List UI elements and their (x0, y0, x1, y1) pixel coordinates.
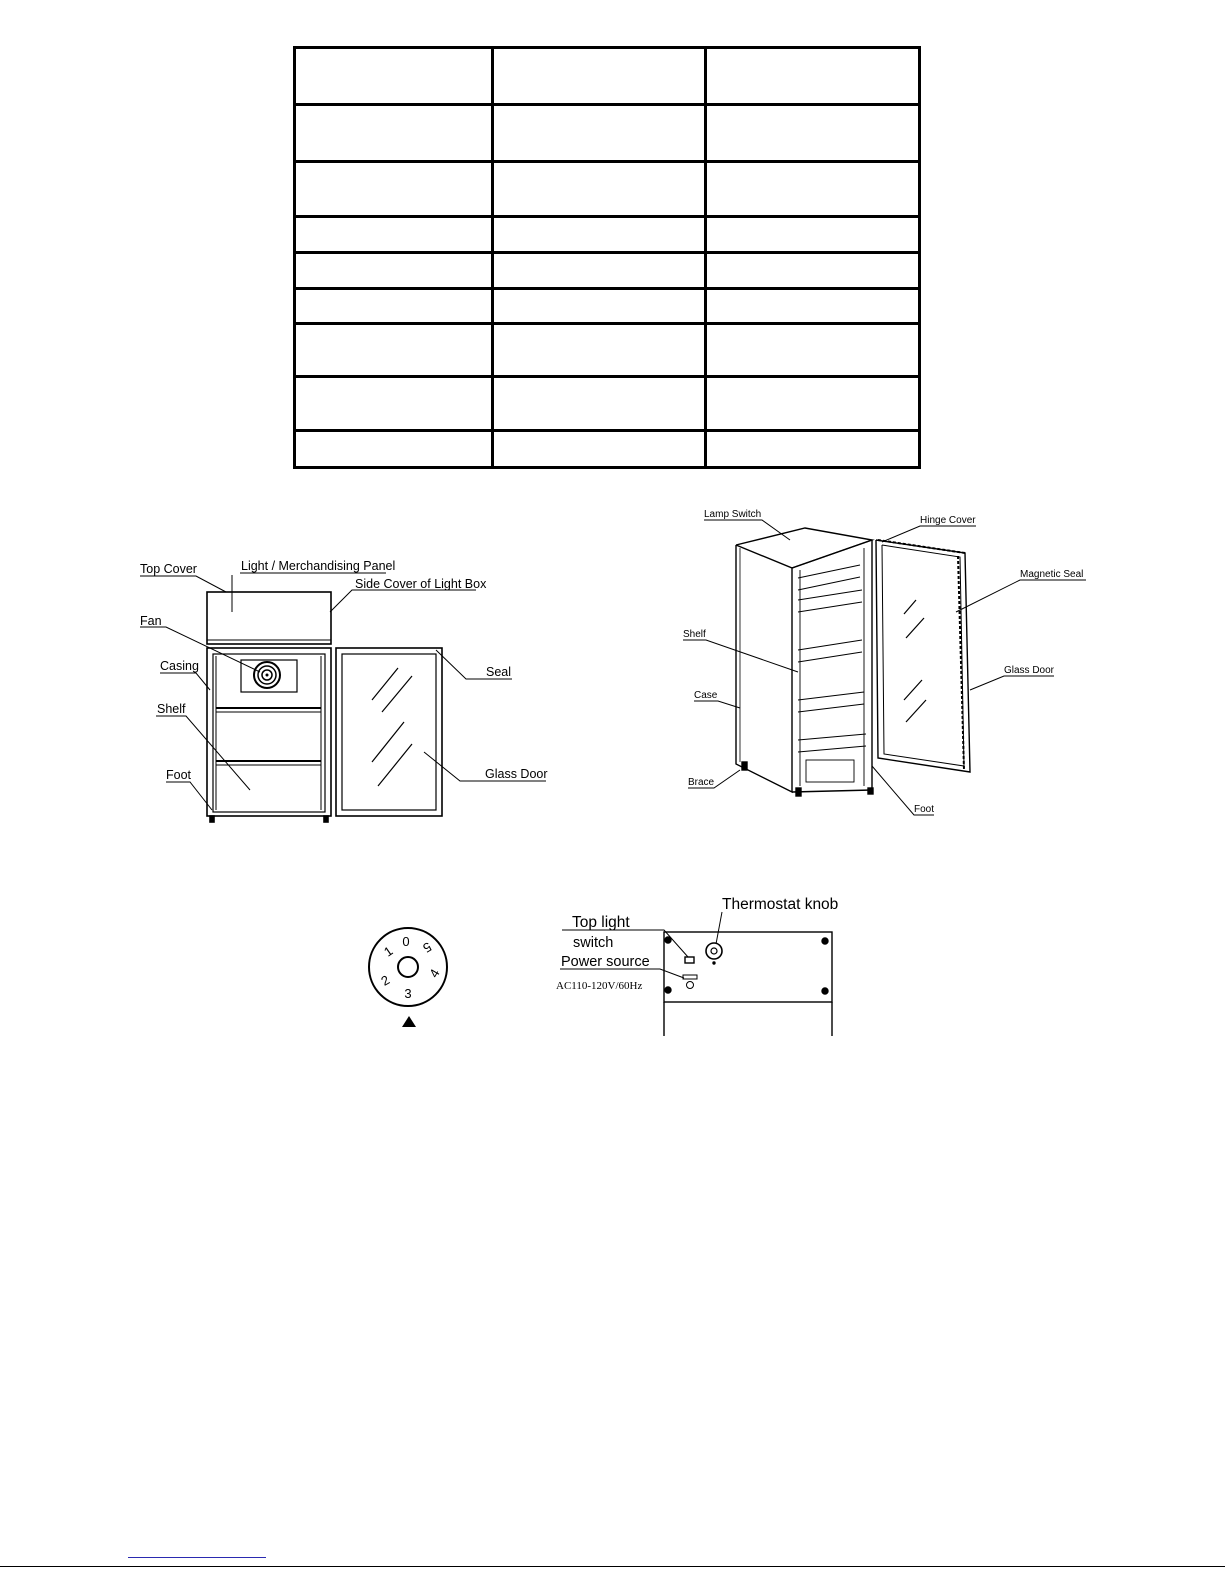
table-row (295, 217, 920, 253)
table-cell (493, 105, 706, 162)
table-cell (493, 431, 706, 468)
label-glass-door-upright: Glass Door (1004, 665, 1055, 676)
light-switch-icon (685, 957, 694, 963)
label-case: Case (694, 690, 718, 701)
label-hinge-cover: Hinge Cover (920, 515, 976, 526)
cabinet-side (736, 545, 792, 792)
table-row (295, 162, 920, 217)
fan-icon (254, 662, 280, 688)
label-light-panel: Light / Merchandising Panel (241, 559, 396, 573)
label-casing: Casing (160, 659, 199, 673)
dial-number-5: 5 (420, 939, 435, 956)
label-shelf-upright: Shelf (683, 629, 706, 640)
table-cell (493, 48, 706, 105)
casing-outline (207, 648, 331, 816)
screw-icon (822, 988, 828, 994)
table-cell (295, 324, 493, 377)
table-cell (706, 289, 920, 324)
table-cell (295, 48, 493, 105)
table-cell (493, 324, 706, 377)
light-box (207, 592, 331, 644)
table-cell (493, 253, 706, 289)
dial-number-4: 4 (426, 966, 443, 981)
table-cell (493, 289, 706, 324)
label-foot-upright: Foot (914, 804, 935, 815)
table-cell (706, 48, 920, 105)
front-view-diagram (130, 555, 560, 825)
label-shelf: Shelf (157, 702, 186, 716)
label-side-cover: Side Cover of Light Box (355, 577, 487, 591)
label-top-light-1: Top light (572, 914, 630, 931)
label-top-light-2: switch (573, 935, 614, 951)
table-row (295, 253, 920, 289)
control-panel-diagram (552, 892, 872, 1038)
table-cell (295, 431, 493, 468)
screw-icon (665, 987, 671, 993)
triangle-up-icon (402, 1016, 416, 1027)
upright-view-diagram (680, 500, 1100, 820)
screw-icon (665, 937, 671, 943)
table-row (295, 105, 920, 162)
table-cell (706, 253, 920, 289)
table-cell (493, 217, 706, 253)
glass-door-outline (336, 648, 442, 816)
table-row (295, 48, 920, 105)
dial-number-3: 3 (404, 986, 412, 1001)
table-cell (706, 377, 920, 431)
open-door (876, 540, 970, 772)
table-cell (295, 377, 493, 431)
label-thermostat-knob: Thermostat knob (722, 896, 839, 913)
thermostat-dial (360, 920, 460, 1032)
label-seal: Seal (486, 665, 512, 679)
table-cell (706, 324, 920, 377)
table-cell (295, 289, 493, 324)
label-top-cover: Top Cover (140, 562, 197, 576)
dial-number-2: 2 (378, 972, 393, 989)
screw-icon (822, 938, 828, 944)
control-panel-plate (664, 932, 832, 1002)
label-magnetic-seal: Magnetic Seal (1020, 569, 1084, 580)
label-power-source: Power source (561, 954, 650, 970)
label-glass-door: Glass Door (485, 767, 548, 781)
table-cell (706, 105, 920, 162)
label-lamp-switch: Lamp Switch (704, 509, 762, 520)
label-foot: Foot (166, 768, 192, 782)
footer-link-underline[interactable] (128, 1557, 266, 1558)
label-voltage: AC110-120V/60Hz (556, 980, 643, 992)
table-cell (493, 377, 706, 431)
spec-table (293, 46, 921, 469)
table-cell (295, 105, 493, 162)
table-row (295, 431, 920, 468)
table-cell (706, 217, 920, 253)
table-row (295, 324, 920, 377)
dial-number-1: 1 (381, 943, 396, 960)
dial-number-0: 0 (402, 934, 410, 949)
table-cell (295, 253, 493, 289)
table-row (295, 377, 920, 431)
table-row (295, 289, 920, 324)
thermostat-knob-icon (706, 943, 722, 964)
table-cell (706, 162, 920, 217)
label-brace: Brace (688, 777, 715, 788)
dial-center (398, 957, 418, 977)
power-socket-icon (683, 975, 697, 989)
table-cell (493, 162, 706, 217)
table-cell (295, 162, 493, 217)
footer-rule (0, 1566, 1225, 1567)
table-cell (706, 431, 920, 468)
label-fan: Fan (140, 614, 162, 628)
table-cell (295, 217, 493, 253)
